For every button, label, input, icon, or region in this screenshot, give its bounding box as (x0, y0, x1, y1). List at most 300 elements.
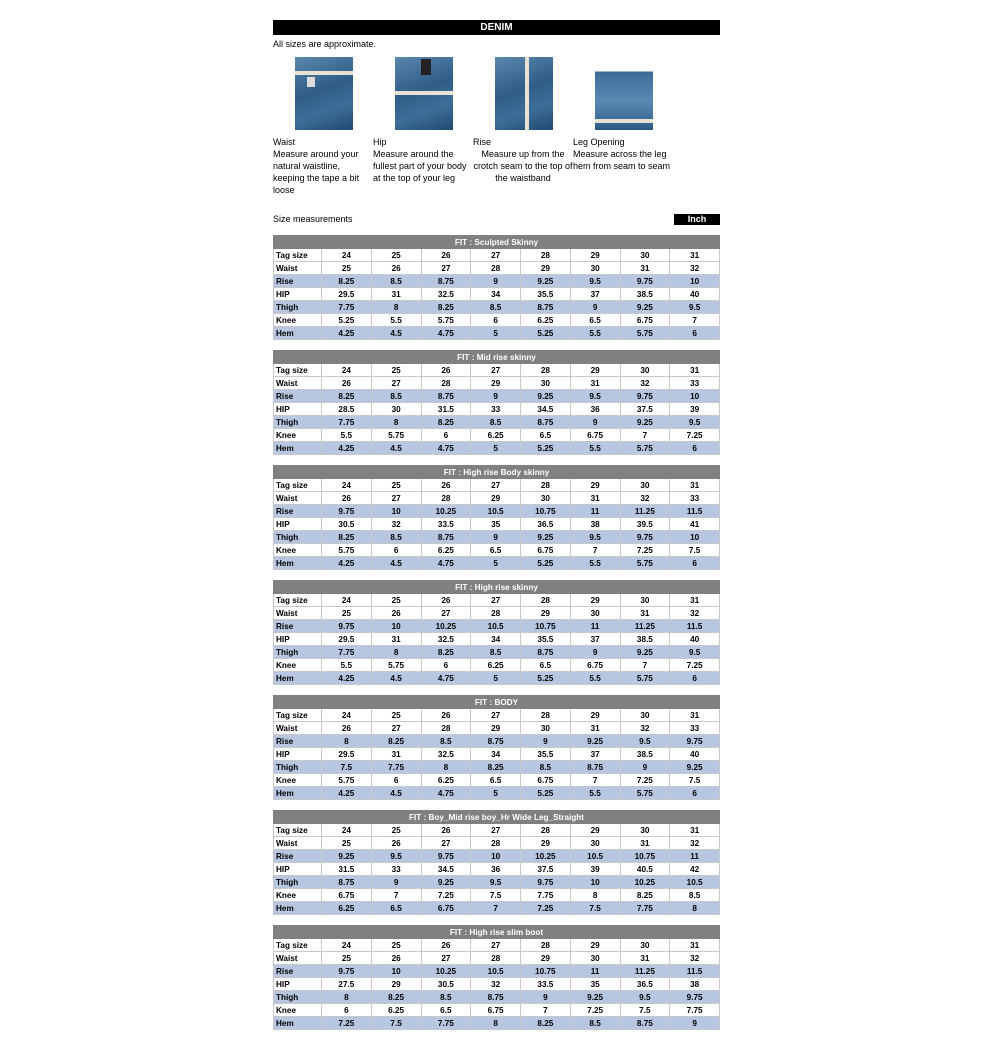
table-cell: 6.25 (521, 314, 571, 327)
table-cell: 29 (521, 262, 571, 275)
table-cell: 4.5 (371, 672, 421, 685)
table-row (274, 761, 720, 774)
table-row (274, 327, 720, 340)
table-cell: 9.25 (570, 735, 620, 748)
table-cell: 6.75 (521, 544, 571, 557)
table-row (274, 544, 720, 557)
table-cell: 7.5 (670, 544, 720, 557)
table-cell: 6.5 (371, 902, 421, 915)
table-cell: 31 (670, 824, 720, 837)
table-cell: 38 (670, 978, 720, 991)
table-cell: 5.75 (322, 544, 372, 557)
table-cell: 30 (521, 492, 571, 505)
table-cell: 4.75 (421, 787, 471, 800)
table-row (274, 646, 720, 659)
table-cell: 10.25 (421, 620, 471, 633)
fit-table (273, 925, 720, 1030)
table-cell: 7.75 (521, 889, 571, 902)
table-cell: 29.5 (322, 633, 372, 646)
table-cell: 33 (471, 403, 521, 416)
table-cell: 30.5 (421, 978, 471, 991)
table-cell: 24 (322, 594, 372, 607)
table-cell: 8.75 (421, 275, 471, 288)
table-cell: 8.75 (570, 761, 620, 774)
table-cell: 8.75 (521, 646, 571, 659)
table-cell: 6 (421, 429, 471, 442)
measure-leg-opening-title: Leg Opening (573, 137, 625, 147)
fit-table-title: FIT : BODY (274, 696, 720, 709)
table-cell: 6.75 (421, 902, 471, 915)
rise-measure-photo-icon (495, 57, 553, 130)
table-cell: 31 (620, 952, 670, 965)
table-cell: 25 (322, 837, 372, 850)
table-cell: 6 (322, 1004, 372, 1017)
table-cell: 32 (670, 952, 720, 965)
table-cell: 6.25 (371, 1004, 421, 1017)
row-label: Knee (274, 889, 322, 902)
table-cell: 29 (471, 722, 521, 735)
table-cell: 9 (471, 275, 521, 288)
table-row (274, 709, 720, 722)
fit-table-title: FIT : High rise Body skinny (274, 466, 720, 479)
table-cell: 7.5 (670, 774, 720, 787)
table-cell: 7.25 (570, 1004, 620, 1017)
row-label: Rise (274, 965, 322, 978)
table-cell: 5.25 (521, 557, 571, 570)
table-cell: 37.5 (620, 403, 670, 416)
table-cell: 9.75 (670, 735, 720, 748)
fit-table-title: FIT : Sculpted Skinny (274, 236, 720, 249)
table-cell: 32 (670, 262, 720, 275)
measure-waist-title: Waist (273, 137, 296, 147)
table-cell: 6 (670, 327, 720, 340)
table-row (274, 774, 720, 787)
table-cell: 30 (570, 952, 620, 965)
table-cell: 8 (322, 735, 372, 748)
table-cell: 31 (620, 262, 670, 275)
table-cell: 40 (670, 288, 720, 301)
table-cell: 40.5 (620, 863, 670, 876)
table-cell: 7 (371, 889, 421, 902)
table-cell: 39.5 (620, 518, 670, 531)
table-cell: 5.5 (322, 659, 372, 672)
row-label: Hem (274, 672, 322, 685)
row-label: Thigh (274, 876, 322, 889)
table-cell: 25 (371, 594, 421, 607)
size-measurements-row (273, 212, 720, 226)
table-row (274, 672, 720, 685)
row-label: HIP (274, 748, 322, 761)
table-cell: 5 (471, 327, 521, 340)
table-cell: 26 (322, 492, 372, 505)
table-cell: 27 (421, 262, 471, 275)
table-cell: 25 (371, 479, 421, 492)
table-cell: 6.25 (421, 774, 471, 787)
fit-table-title: FIT : High rise skinny (274, 581, 720, 594)
table-cell: 28.5 (322, 403, 372, 416)
measure-waist (273, 57, 373, 196)
table-cell: 6.25 (471, 429, 521, 442)
table-cell: 7 (620, 429, 670, 442)
table-cell: 31 (570, 492, 620, 505)
table-cell: 29 (570, 594, 620, 607)
row-label: Tag size (274, 709, 322, 722)
table-cell: 5.25 (521, 672, 571, 685)
table-cell: 6 (670, 442, 720, 455)
table-row (274, 275, 720, 288)
table-cell: 27 (471, 479, 521, 492)
table-row (274, 390, 720, 403)
table-cell: 9 (620, 761, 670, 774)
table-row (274, 889, 720, 902)
fit-table (273, 810, 720, 915)
size-measurements-label: Size measurements (273, 214, 353, 224)
table-row (274, 505, 720, 518)
table-cell: 28 (521, 364, 571, 377)
table-row (274, 301, 720, 314)
table-row (274, 288, 720, 301)
table-cell: 27 (371, 492, 421, 505)
table-cell: 9 (570, 646, 620, 659)
row-label: Tag size (274, 939, 322, 952)
table-cell: 7.25 (670, 659, 720, 672)
table-cell: 31 (570, 722, 620, 735)
table-cell: 9.5 (471, 876, 521, 889)
table-cell: 30 (521, 722, 571, 735)
row-label: Rise (274, 850, 322, 863)
table-cell: 28 (421, 492, 471, 505)
row-label: HIP (274, 518, 322, 531)
table-cell: 25 (322, 952, 372, 965)
table-cell: 31.5 (322, 863, 372, 876)
table-cell: 25 (371, 709, 421, 722)
approx-note: All sizes are approximate. (273, 39, 377, 49)
table-cell: 35 (471, 518, 521, 531)
table-cell: 33 (371, 863, 421, 876)
table-cell: 10.75 (521, 965, 571, 978)
table-cell: 30 (620, 364, 670, 377)
table-cell: 33 (670, 722, 720, 735)
table-cell: 5.75 (620, 787, 670, 800)
table-cell: 6.5 (471, 544, 521, 557)
table-cell: 30 (521, 377, 571, 390)
table-cell: 8.5 (570, 1017, 620, 1030)
table-cell: 32 (471, 978, 521, 991)
table-cell: 8 (322, 991, 372, 1004)
table-cell: 9.5 (670, 416, 720, 429)
table-cell: 24 (322, 709, 372, 722)
table-cell: 37 (570, 633, 620, 646)
table-cell: 9.75 (620, 531, 670, 544)
table-cell: 31 (670, 249, 720, 262)
table-cell: 30.5 (322, 518, 372, 531)
table-cell: 38.5 (620, 633, 670, 646)
table-cell: 29 (521, 952, 571, 965)
table-cell: 7.25 (421, 889, 471, 902)
table-cell: 25 (371, 249, 421, 262)
table-cell: 35.5 (521, 288, 571, 301)
table-cell: 11 (670, 850, 720, 863)
table-cell: 29 (570, 709, 620, 722)
table-cell: 29 (570, 479, 620, 492)
table-cell: 26 (421, 249, 471, 262)
row-label: Waist (274, 722, 322, 735)
table-cell: 36.5 (521, 518, 571, 531)
table-cell: 32.5 (421, 748, 471, 761)
table-cell: 38.5 (620, 748, 670, 761)
table-cell: 4.25 (322, 787, 372, 800)
table-cell: 27.5 (322, 978, 372, 991)
table-cell: 37.5 (521, 863, 571, 876)
table-cell: 28 (521, 824, 571, 837)
table-cell: 25 (371, 939, 421, 952)
table-cell: 8.25 (471, 761, 521, 774)
row-label: Tag size (274, 479, 322, 492)
table-cell: 30 (371, 403, 421, 416)
table-cell: 4.5 (371, 557, 421, 570)
table-cell: 6 (670, 672, 720, 685)
table-cell: 10 (371, 505, 421, 518)
table-row (274, 377, 720, 390)
row-label: HIP (274, 288, 322, 301)
table-cell: 7.75 (371, 761, 421, 774)
table-cell: 31 (371, 288, 421, 301)
table-cell: 11.25 (620, 505, 670, 518)
table-row (274, 748, 720, 761)
table-cell: 32 (670, 607, 720, 620)
table-row (274, 518, 720, 531)
table-cell: 9.5 (620, 735, 670, 748)
table-cell: 10 (371, 620, 421, 633)
table-cell: 9.25 (521, 390, 571, 403)
table-cell: 36 (471, 863, 521, 876)
table-cell: 26 (322, 377, 372, 390)
table-cell: 6 (471, 314, 521, 327)
table-cell: 7.25 (620, 774, 670, 787)
row-label: Knee (274, 314, 322, 327)
table-cell: 7 (670, 314, 720, 327)
table-row (274, 876, 720, 889)
table-cell: 25 (371, 364, 421, 377)
table-cell: 27 (371, 722, 421, 735)
table-row (274, 416, 720, 429)
row-label: HIP (274, 863, 322, 876)
row-label: Knee (274, 544, 322, 557)
table-cell: 8.75 (521, 416, 571, 429)
table-cell: 7.25 (670, 429, 720, 442)
table-cell: 26 (371, 952, 421, 965)
measure-hip-title: Hip (373, 137, 387, 147)
table-cell: 8 (371, 301, 421, 314)
fit-table (273, 235, 720, 340)
table-cell: 4.5 (371, 442, 421, 455)
table-cell: 27 (471, 709, 521, 722)
row-label: Waist (274, 262, 322, 275)
table-cell: 5.75 (620, 557, 670, 570)
table-row (274, 429, 720, 442)
size-guide (273, 20, 720, 1040)
table-cell: 8.25 (421, 301, 471, 314)
table-cell: 5 (471, 672, 521, 685)
table-cell: 34.5 (521, 403, 571, 416)
table-cell: 8.25 (371, 991, 421, 1004)
table-cell: 11.25 (620, 965, 670, 978)
table-cell: 5.5 (570, 672, 620, 685)
table-cell: 29 (570, 824, 620, 837)
row-label: Thigh (274, 761, 322, 774)
fit-table (273, 465, 720, 570)
table-cell: 8.5 (471, 416, 521, 429)
table-cell: 33 (670, 377, 720, 390)
table-cell: 6.75 (570, 659, 620, 672)
table-cell: 28 (471, 952, 521, 965)
table-row (274, 787, 720, 800)
table-cell: 8.5 (371, 390, 421, 403)
table-cell: 9.25 (421, 876, 471, 889)
table-cell: 26 (421, 824, 471, 837)
table-cell: 5 (471, 557, 521, 570)
table-cell: 10.5 (670, 876, 720, 889)
table-cell: 7.75 (322, 646, 372, 659)
table-cell: 32 (620, 492, 670, 505)
table-cell: 26 (371, 262, 421, 275)
table-cell: 8.75 (421, 390, 471, 403)
table-cell: 28 (521, 939, 571, 952)
table-cell: 10 (670, 390, 720, 403)
table-cell: 34 (471, 633, 521, 646)
table-cell: 6.5 (570, 314, 620, 327)
table-cell: 6.75 (322, 889, 372, 902)
table-cell: 4.25 (322, 442, 372, 455)
row-label: Hem (274, 902, 322, 915)
measure-hip-desc: Measure around the fullest part of your body at the top of your leg (373, 149, 467, 183)
table-cell: 10.5 (471, 505, 521, 518)
row-label: Knee (274, 659, 322, 672)
table-cell: 31 (620, 607, 670, 620)
table-cell: 8.25 (620, 889, 670, 902)
table-cell: 29 (570, 364, 620, 377)
row-label: Rise (274, 620, 322, 633)
table-cell: 10.25 (421, 505, 471, 518)
table-cell: 7.25 (521, 902, 571, 915)
table-cell: 7.75 (322, 416, 372, 429)
table-cell: 9.75 (670, 991, 720, 1004)
table-cell: 32 (620, 722, 670, 735)
table-cell: 10.75 (620, 850, 670, 863)
table-cell: 31.5 (421, 403, 471, 416)
table-cell: 26 (421, 709, 471, 722)
table-cell: 10 (670, 275, 720, 288)
table-cell: 11.5 (670, 965, 720, 978)
table-cell: 7.5 (620, 1004, 670, 1017)
table-cell: 11 (570, 620, 620, 633)
table-cell: 5.75 (421, 314, 471, 327)
table-cell: 7.5 (471, 889, 521, 902)
table-cell: 5.75 (620, 672, 670, 685)
table-cell: 11 (570, 965, 620, 978)
table-cell: 28 (471, 607, 521, 620)
table-cell: 9.75 (521, 876, 571, 889)
table-cell: 10.25 (620, 876, 670, 889)
table-cell: 39 (670, 403, 720, 416)
row-label: Waist (274, 607, 322, 620)
table-cell: 5.5 (371, 314, 421, 327)
table-cell: 6 (371, 774, 421, 787)
table-cell: 7 (471, 902, 521, 915)
table-cell: 11 (570, 505, 620, 518)
unit-badge: Inch (674, 214, 720, 225)
table-cell: 8.5 (521, 761, 571, 774)
table-cell: 6 (670, 787, 720, 800)
table-cell: 31 (371, 748, 421, 761)
table-row (274, 824, 720, 837)
table-cell: 35.5 (521, 633, 571, 646)
table-cell: 4.75 (421, 442, 471, 455)
table-cell: 9.25 (670, 761, 720, 774)
table-cell: 11.25 (620, 620, 670, 633)
table-cell: 9.5 (620, 991, 670, 1004)
table-cell: 27 (371, 377, 421, 390)
table-cell: 8 (371, 646, 421, 659)
table-cell: 7 (570, 774, 620, 787)
table-cell: 7.5 (570, 902, 620, 915)
table-row (274, 978, 720, 991)
table-cell: 31 (620, 837, 670, 850)
table-cell: 5.75 (620, 442, 670, 455)
table-cell: 8 (670, 902, 720, 915)
fit-table-title: FIT : Mid rise skinny (274, 351, 720, 364)
table-row (274, 249, 720, 262)
table-cell: 9 (521, 735, 571, 748)
table-cell: 7.75 (322, 301, 372, 314)
table-row (274, 594, 720, 607)
table-cell: 9 (570, 301, 620, 314)
table-cell: 7.75 (421, 1017, 471, 1030)
row-label: HIP (274, 978, 322, 991)
table-cell: 5.25 (521, 787, 571, 800)
table-cell: 6.5 (521, 659, 571, 672)
table-cell: 9 (521, 991, 571, 1004)
measure-leg-opening (573, 57, 673, 196)
measure-hip (373, 57, 473, 196)
table-row (274, 620, 720, 633)
table-cell: 28 (421, 377, 471, 390)
table-cell: 6.25 (322, 902, 372, 915)
table-cell: 8.75 (471, 735, 521, 748)
table-cell: 29 (471, 492, 521, 505)
row-label: Thigh (274, 416, 322, 429)
row-label: Waist (274, 377, 322, 390)
table-cell: 30 (620, 824, 670, 837)
table-cell: 7 (620, 659, 670, 672)
table-cell: 7.25 (322, 1017, 372, 1030)
row-label: Knee (274, 1004, 322, 1017)
row-label: Waist (274, 837, 322, 850)
table-cell: 6.25 (471, 659, 521, 672)
table-cell: 27 (421, 837, 471, 850)
table-cell: 8.25 (421, 416, 471, 429)
table-cell: 10.5 (471, 965, 521, 978)
table-cell: 5.5 (322, 429, 372, 442)
table-row (274, 633, 720, 646)
page-title: DENIM (273, 20, 720, 35)
table-cell: 31 (670, 479, 720, 492)
table-row (274, 557, 720, 570)
table-cell: 8.25 (421, 646, 471, 659)
table-cell: 31 (371, 633, 421, 646)
table-cell: 24 (322, 824, 372, 837)
table-cell: 9.25 (620, 416, 670, 429)
